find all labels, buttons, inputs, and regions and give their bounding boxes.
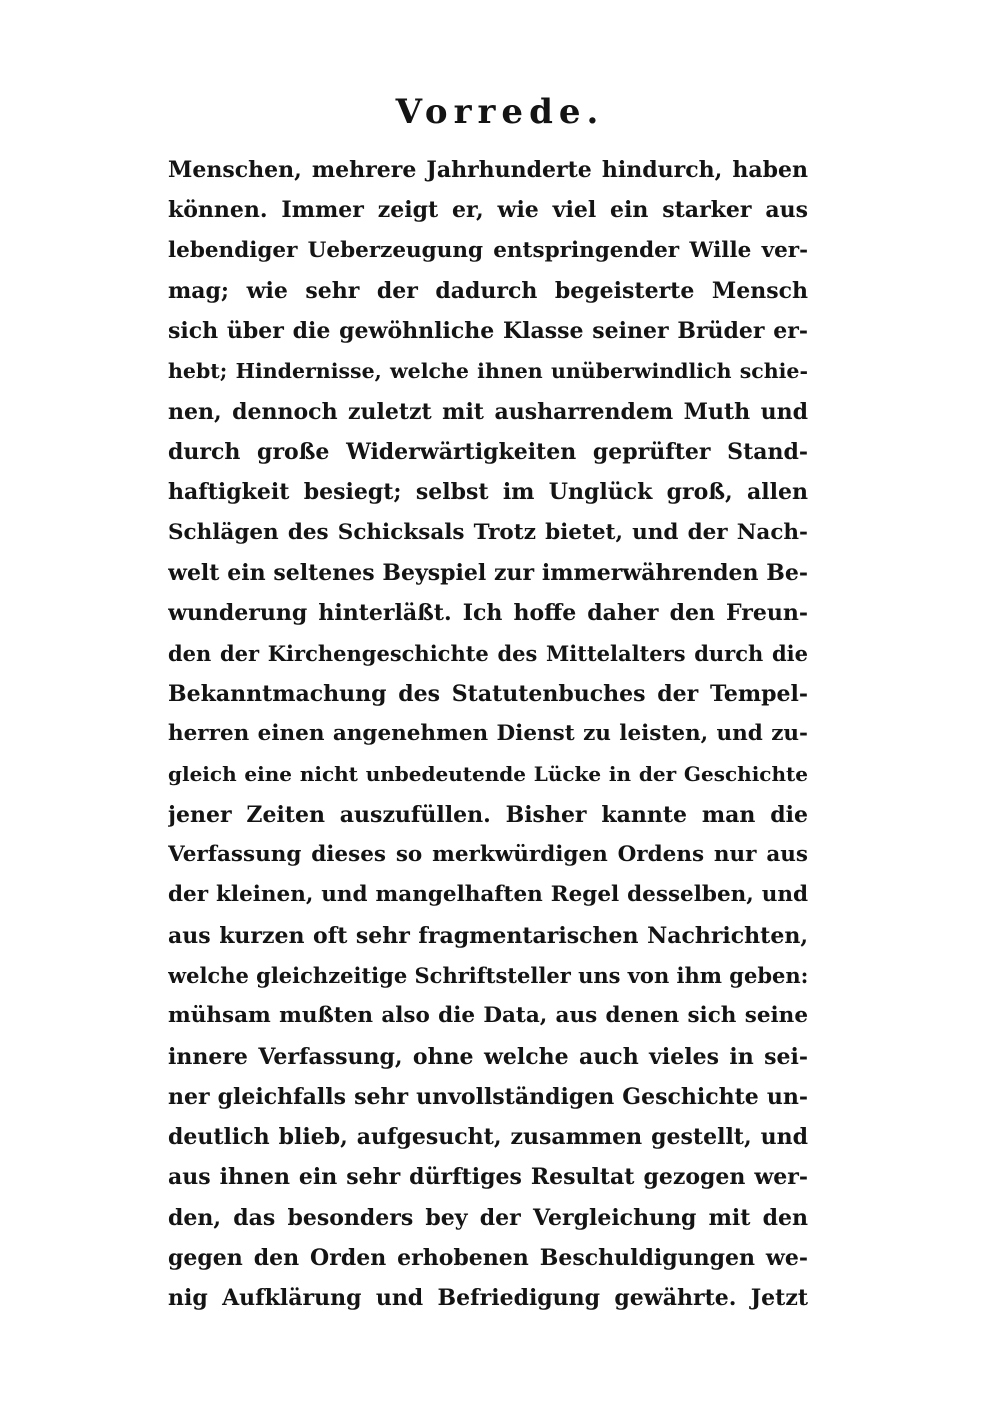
text-line: gleich eine nicht unbedeutende Lücke in der Geschichte	[168, 762, 808, 787]
text-line: hebt; Hindernisse, welche ihnen unüberwindlich schie-	[168, 359, 808, 384]
text-line: Bekanntmachung des Statutenbuches der Tempel-	[168, 680, 808, 707]
text-line: der kleinen, und mangelhaften Regel desselben, und	[168, 882, 808, 908]
text-line: innere Verfassung, ohne welche auch vieles in sei-	[168, 1043, 808, 1070]
text-line: mag; wie sehr der dadurch begeisterte Mensch	[168, 277, 808, 304]
text-line: Verfassung dieses so merkwürdigen Ordens nur aus	[168, 842, 808, 868]
text-line: lebendiger Ueberzeugung entspringender Wille ver-	[168, 237, 808, 263]
text-line: welt ein seltenes Beyspiel zur immerwährenden Be-	[168, 559, 808, 586]
text-line: Schlägen des Schicksals Trotz bietet, und der Nach-	[168, 519, 808, 545]
text-line: den, das besonders bey der Vergleichung mit den	[168, 1204, 808, 1231]
text-line: ner gleichfalls sehr unvollständigen Geschichte un-	[168, 1083, 808, 1110]
text-line: mühsam mußten also die Data, aus denen sich seine	[168, 1003, 808, 1029]
text-line: deutlich blieb, aufgesucht, zusammen gestellt, und	[168, 1124, 808, 1151]
body-text	[168, 150, 808, 1319]
text-line: wunderung hinterläßt. Ich hoffe daher den Freun-	[168, 600, 808, 627]
text-line: herren einen angenehmen Dienst zu leisten, und zu-	[168, 721, 808, 747]
text-line: gegen den Orden erhobenen Beschuldigungen we-	[168, 1245, 808, 1272]
text-line: aus ihnen ein sehr dürftiges Resultat gezogen wer-	[168, 1164, 808, 1191]
text-line: jener Zeiten auszufüllen. Bisher kannte man die	[168, 801, 808, 828]
text-line: nig Aufklärung und Befriedigung gewährte. Jetzt	[168, 1285, 808, 1312]
text-line: welche gleichzeitige Schriftsteller uns von ihm geben:	[168, 962, 808, 988]
text-line: sich über die gewöhnliche Klasse seiner Brüder er-	[168, 318, 808, 345]
running-head: Vorrede.	[395, 92, 605, 132]
text-line: nen, dennoch zuletzt mit ausharrendem Muth und	[168, 398, 808, 425]
text-line: können. Immer zeigt er, wie viel ein starker aus	[168, 197, 808, 224]
text-line: haftigkeit besiegt; selbst im Unglück groß, allen	[168, 479, 808, 506]
text-line: durch große Widerwärtigkeiten geprüfter Stand-	[168, 439, 808, 466]
text-line: den der Kirchengeschichte des Mittelalters durch die	[168, 640, 808, 666]
text-line: Menschen, mehrere Jahrhunderte hindurch, haben	[168, 157, 808, 183]
text-line: aus kurzen oft sehr fragmentarischen Nachrichten,	[168, 922, 808, 949]
